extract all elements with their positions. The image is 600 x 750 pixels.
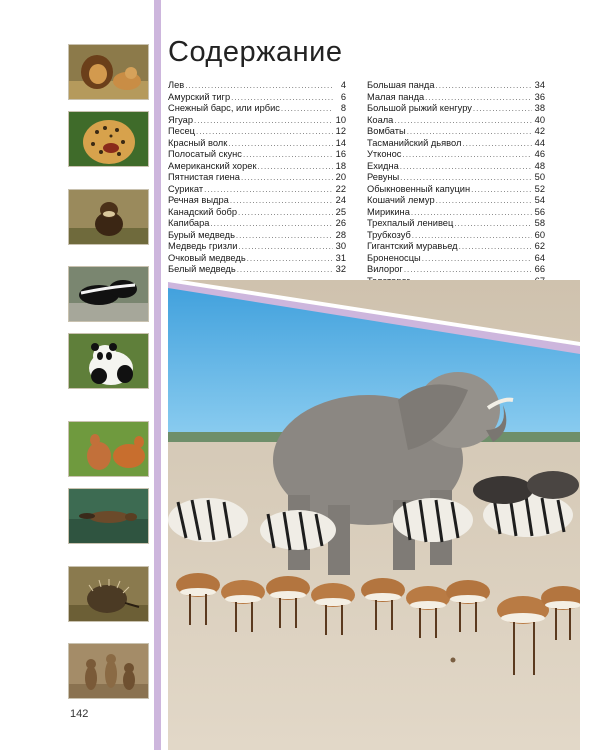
toc-entry-name: Большая панда	[367, 80, 435, 90]
toc-leader-dots	[196, 126, 333, 138]
toc-entry-name: Ехидна	[367, 160, 399, 171]
toc-entry-name: Полосатый скунс	[168, 149, 242, 159]
toc-leader-dots	[247, 253, 333, 265]
toc-entry-name: Вомбаты	[367, 126, 406, 136]
toc-entry-name: Американский хорек	[168, 160, 257, 171]
toc-leader-dots	[281, 103, 333, 115]
toc-entry[interactable]	[168, 230, 346, 242]
toc-entry-name: Трубкозуб	[367, 229, 411, 240]
toc-entry-name: Канадский бобр	[168, 206, 237, 217]
toc-entry[interactable]	[168, 172, 346, 184]
toc-entry[interactable]	[168, 126, 346, 138]
toc-leader-dots	[436, 80, 532, 92]
thumbnail-kangaroo	[68, 421, 149, 477]
toc-entry-name: Пятнистая гиена	[168, 172, 240, 182]
toc-entry-page: 28	[335, 229, 346, 240]
toc-leader-dots	[407, 126, 532, 138]
toc-entry-page: 16	[335, 149, 346, 159]
toc-entry-name: Большой рыжий кенгуру	[367, 103, 472, 113]
toc-entry[interactable]	[367, 161, 545, 173]
toc-entry-name: Сурикат	[168, 183, 204, 194]
toc-entry[interactable]	[367, 218, 545, 230]
toc-entry-page: 31	[335, 252, 346, 263]
toc-leader-dots	[185, 80, 333, 92]
toc-entry[interactable]	[168, 115, 346, 127]
toc-entry-name: Белый медведь	[168, 264, 236, 274]
toc-entry-page: 38	[534, 103, 545, 113]
toc-leader-dots	[243, 149, 333, 161]
toc-entry-page: 20	[335, 172, 346, 182]
toc-leader-dots	[237, 264, 333, 276]
meerkats-icon	[69, 644, 148, 698]
toc-entry-page: 32	[335, 264, 346, 274]
toc-entry-page: 26	[335, 218, 346, 228]
toc-entry-page: 12	[335, 126, 346, 136]
thumbnail-mustelid	[68, 189, 149, 245]
toc-entry-page: 4	[340, 80, 346, 90]
toc-entry-page: 44	[534, 137, 545, 148]
toc-leader-dots	[241, 172, 333, 184]
toc-entry[interactable]	[367, 195, 545, 207]
toc-leader-dots	[422, 253, 532, 265]
toc-entry[interactable]	[367, 103, 545, 115]
toc-entry[interactable]	[367, 115, 545, 127]
toc-entry-name: Снежный барс, или ирбис	[168, 103, 280, 113]
echidna-icon	[69, 567, 148, 621]
toc-entry[interactable]	[168, 92, 346, 104]
toc-entry[interactable]	[168, 264, 346, 276]
toc-entry-page: 66	[534, 264, 545, 274]
toc-leader-dots	[404, 264, 532, 276]
toc-entry[interactable]	[367, 126, 545, 138]
toc-leader-dots	[231, 92, 333, 104]
toc-leader-dots	[238, 207, 333, 219]
toc-entry-name: Малая панда	[367, 91, 425, 102]
toc-entry-name: Речная выдра	[168, 195, 229, 205]
toc-leader-dots	[436, 195, 532, 207]
toc-entry-page: 50	[534, 172, 545, 182]
toc-entry-page: 6	[340, 91, 346, 102]
toc-leader-dots	[238, 241, 333, 253]
toc-leader-dots	[425, 92, 532, 104]
toc-entry[interactable]	[367, 149, 545, 161]
toc-entry-page: 52	[534, 183, 545, 194]
toc-entry-name: Медведь гризли	[168, 241, 238, 251]
leopard-icon	[69, 112, 148, 166]
toc-entry[interactable]	[367, 207, 545, 219]
toc-entry-name: Гигантский муравьед	[367, 241, 458, 251]
page-number: 142	[70, 708, 89, 720]
toc-leader-dots	[258, 161, 333, 173]
toc-entry-page: 48	[534, 160, 545, 171]
toc-entry[interactable]	[367, 92, 545, 104]
toc-entry-name: Мирикина	[367, 206, 410, 217]
toc-entry-name: Лев	[168, 80, 185, 90]
toc-entry-page: 25	[335, 206, 346, 217]
thumbnail-lion	[68, 44, 149, 100]
toc-entry[interactable]	[367, 264, 545, 276]
toc-entry-page: 30	[335, 241, 346, 251]
toc-entry-page: 46	[534, 149, 545, 159]
toc-entry[interactable]	[367, 184, 545, 196]
toc-entry-page: 14	[335, 137, 346, 148]
toc-entry-page: 40	[534, 114, 545, 125]
toc-entry[interactable]	[168, 241, 346, 253]
toc-entry[interactable]	[168, 207, 346, 219]
toc-entry[interactable]	[168, 138, 346, 150]
toc-entry-page: 58	[534, 218, 545, 228]
toc-entry-page: 34	[534, 80, 545, 90]
toc-entry[interactable]	[168, 184, 346, 196]
toc-entry[interactable]	[367, 241, 545, 253]
toc-entry-page: 10	[335, 114, 346, 125]
toc-leader-dots	[400, 161, 532, 173]
toc-entry-page: 22	[335, 183, 346, 194]
thumbnail-leopard	[68, 111, 149, 167]
thumbnail-skunk	[68, 266, 149, 322]
toc-entry-name: Капибара	[168, 218, 210, 228]
toc-entry-name: Красный волк	[168, 137, 228, 148]
toc-entry[interactable]	[168, 103, 346, 115]
savanna-photo	[168, 280, 580, 750]
toc-entry-page: 8	[340, 103, 346, 113]
toc-entry-name: Кошачий лемур	[367, 195, 435, 205]
toc-entry-page: 18	[335, 160, 346, 171]
toc-leader-dots	[412, 230, 532, 242]
toc-entry[interactable]	[367, 230, 545, 242]
toc-leader-dots	[454, 218, 532, 230]
toc-entry-name: Обыкновенный капуцин	[367, 183, 471, 194]
toc-entry[interactable]	[367, 172, 545, 184]
toc-entry-name: Вилорог	[367, 264, 403, 274]
toc-entry[interactable]	[367, 80, 545, 92]
toc-entry-page: 62	[534, 241, 545, 251]
thumbnail-meerkats	[68, 643, 149, 699]
thumbnail-panda	[68, 333, 149, 389]
toc-entry-page: 64	[534, 252, 545, 263]
toc-entry[interactable]	[168, 80, 346, 92]
toc-leader-dots	[400, 172, 532, 184]
toc-leader-dots	[236, 230, 333, 242]
toc-entry-name: Амурский тигр	[168, 91, 231, 102]
toc-entry-name: Трехпалый ленивец	[367, 218, 454, 228]
panda-icon	[69, 334, 148, 388]
toc-entry-page: 42	[534, 126, 545, 136]
toc-leader-dots	[228, 138, 333, 150]
toc-entry-name: Ягуар	[168, 114, 193, 125]
toc-entry-name: Песец	[168, 126, 195, 136]
toc-entry-page: 36	[534, 91, 545, 102]
accent-vertical-bar	[154, 0, 161, 750]
toc-entry-page: 54	[534, 195, 545, 205]
toc-entry-name: Очковый медведь	[168, 252, 246, 263]
toc-entry[interactable]	[168, 253, 346, 265]
toc-leader-dots	[394, 115, 532, 127]
toc-entry[interactable]	[168, 161, 346, 173]
toc-leader-dots	[210, 218, 333, 230]
toc-leader-dots	[194, 115, 333, 127]
toc-entry-name: Тасманийский дьявол	[367, 137, 462, 148]
toc-leader-dots	[459, 241, 532, 253]
toc-entry[interactable]	[168, 195, 346, 207]
elephant-zebra-springbok-scene	[168, 280, 580, 750]
toc-entry-page: 60	[534, 229, 545, 240]
toc-entry[interactable]	[168, 149, 346, 161]
toc-column-left	[168, 80, 346, 276]
toc-entry[interactable]	[367, 138, 545, 150]
toc-leader-dots	[402, 149, 532, 161]
toc-entry-name: Ревуны	[367, 172, 400, 182]
toc-entry-name: Бурый медведь	[168, 229, 235, 240]
toc-entry-name: Броненосцы	[367, 252, 421, 263]
thumbnail-platypus	[68, 488, 149, 544]
toc-leader-dots	[471, 184, 532, 196]
page-title: Содержание	[168, 36, 343, 68]
toc-leader-dots	[462, 138, 532, 150]
thumbnail-echidna	[68, 566, 149, 622]
toc-leader-dots	[204, 184, 333, 196]
toc-column-right	[367, 80, 545, 299]
toc-leader-dots	[230, 195, 333, 207]
mustelid-icon	[69, 190, 148, 244]
toc-leader-dots	[473, 103, 532, 115]
toc-entry-name: Коала	[367, 114, 394, 125]
lion-icon	[69, 45, 148, 99]
toc-entry[interactable]	[168, 218, 346, 230]
toc-entry-name: Утконос	[367, 149, 402, 159]
kangaroo-icon	[69, 422, 148, 476]
toc-entry-page: 56	[534, 206, 545, 217]
toc-leader-dots	[411, 207, 532, 219]
skunk-icon	[69, 267, 148, 321]
toc-entry-page: 24	[335, 195, 346, 205]
toc-entry[interactable]	[367, 253, 545, 265]
platypus-icon	[69, 489, 148, 543]
